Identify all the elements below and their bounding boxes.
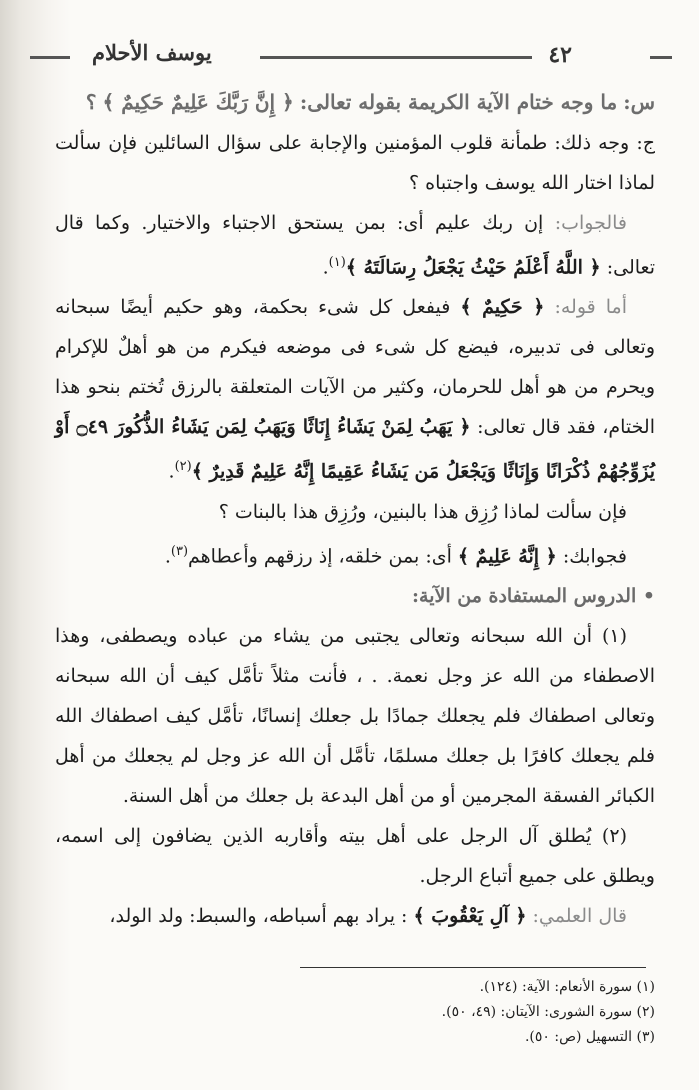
- question-text: ما وجه ختام الآية الكريمة بقوله تعالى:: [299, 90, 618, 114]
- footnotes: [55, 975, 655, 1050]
- footnote-separator: [300, 967, 646, 968]
- follow-question: فإن سألت لماذا رُزِق هذا بالبنين، ورُزِق هذا بالبنات ؟: [218, 500, 627, 523]
- footnote-3: (٣) التسهيل (ص: ٥٠).: [524, 1029, 655, 1045]
- answer-text: وجه ذلك: طمأنة قلوب المؤمنين والإجابة على سؤال السائلين فإن سألت لماذا اختار الله يوسف واجتباه ؟: [55, 132, 655, 194]
- hakim-verse: ﴿ حَكِيمٌ ﴾: [460, 296, 545, 319]
- footnote-ref-3: (٣): [170, 543, 189, 559]
- follow-answer-paragraph: [55, 532, 655, 576]
- hakim-paragraph: [55, 287, 655, 491]
- page-number: ٤٢: [548, 42, 572, 68]
- follow-answer-verse: ﴿ إِنَّهُ عَلِيمٌ ﴾: [457, 544, 557, 567]
- question-paragraph: [55, 82, 655, 123]
- header-rule-middle: [260, 56, 532, 59]
- alami-lead: قال العلمي:: [532, 904, 627, 927]
- jawab-text: إن ربك عليم أى: بمن يستحق الاجتباء والاختيار. وكما قال تعالى:: [55, 212, 655, 279]
- alami-paragraph: [55, 896, 655, 936]
- hakim-verse-2: ﴿ يَهَبُ لِمَنْ يَشَاءُ إِنَاثًا وَيَهَبُ لِمَن يَشَاءُ الذُّكُورَ ۝٤٩ أَوْ يُزَوِّجُهُمْ ذُكْرَانًا وَإِنَاثًا وَيَجْعَلُ مَن يَشَاءُ عَقِيمًا إِنَّهُ عَلِيمٌ قَدِيرٌ ﴾: [55, 416, 655, 483]
- lessons-heading: • الدروس المستفادة من الآية:: [412, 584, 655, 607]
- question-verse: ﴿ إِنَّ رَبَّكَ عَلِيمٌ حَكِيمٌ ﴾: [102, 90, 294, 114]
- header-rule-left: [30, 56, 70, 59]
- question-label: س:: [623, 90, 655, 114]
- follow-answer-lead: فجوابك:: [562, 544, 627, 567]
- hakim-text: فيفعل كل شىء بحكمة، وهو حكيم أيضًا سبحانه وتعالى فى تدبيره، فيضع كل شىء فى موضعه فيكرم من هو أهلٌ للإكرام ويحرم من هو أهل للحرمان، وكثير من الآيات المتعلقة بالرزق تُختم بنحو هذا الختام، فقد قال تعالى:: [55, 296, 655, 439]
- footnote-ref-2: (٢): [174, 459, 192, 475]
- answer-label: ج:: [636, 132, 655, 154]
- jawab-label: فالجواب:: [554, 212, 627, 234]
- jawab-verse: ﴿ اللَّهُ أَعْلَمُ حَيْثُ يَجْعَلُ رِسَالَتَهُ ﴾: [345, 256, 601, 279]
- page-header: [30, 40, 672, 74]
- footnote-1: (١) سورة الأنعام: الآية: (١٢٤).: [479, 979, 655, 995]
- follow-answer-text: أى: بمن خلقه، إذ رزقهم وأعطاهم: [188, 544, 452, 567]
- follow-answer-end: .: [164, 544, 171, 567]
- jawab-end: .: [322, 256, 329, 279]
- hakim-end: .: [168, 460, 175, 483]
- hakim-lead: أما قوله:: [554, 296, 627, 319]
- question-end: ؟: [85, 90, 97, 114]
- lesson-1: (١) أن الله سبحانه وتعالى يجتبى من يشاء من عباده ويصطفى، وهذا الاصطفاء من الله عز وجل نعمة. . ، فأنت مثلاً تأمَّل كيف أن الله سبحانه وتعالى اصطفاك فلم يجعلك جمادًا بل جعلك إنسانًا، تأمَّل كيف اصطفاك الله فلم يجعلك كافرًا بل جعلك مسلمًا، تأمَّل أن الله عز وجل لم يجعلك من أهل الكبائر الفسقة المجرمين أو من أهل البدعة بل جعلك من أهل السنة.: [55, 624, 655, 807]
- book-title: يوسف الأحلام: [92, 40, 212, 65]
- answer-paragraph: [55, 123, 655, 203]
- header-rule-right: [650, 56, 672, 59]
- footnote-2: (٢) سورة الشورى: الآيتان: (٤٩، ٥٠).: [441, 1004, 655, 1020]
- alami-verse: ﴿ آلِ يَعْقُوبَ ﴾: [413, 904, 527, 927]
- jawab-paragraph: [55, 203, 655, 287]
- alami-text: : يراد بهم أسباطه، والسبط: ولد الولد،: [109, 904, 408, 927]
- footnote-ref-1: (١): [328, 255, 346, 270]
- lesson-2: (٢) يُطلق آل الرجل على أهل بيته وأقاربه الذين يضافون إلى اسمه، ويطلق على جميع أتباع الرجل.: [55, 824, 655, 887]
- page-body: [55, 82, 655, 936]
